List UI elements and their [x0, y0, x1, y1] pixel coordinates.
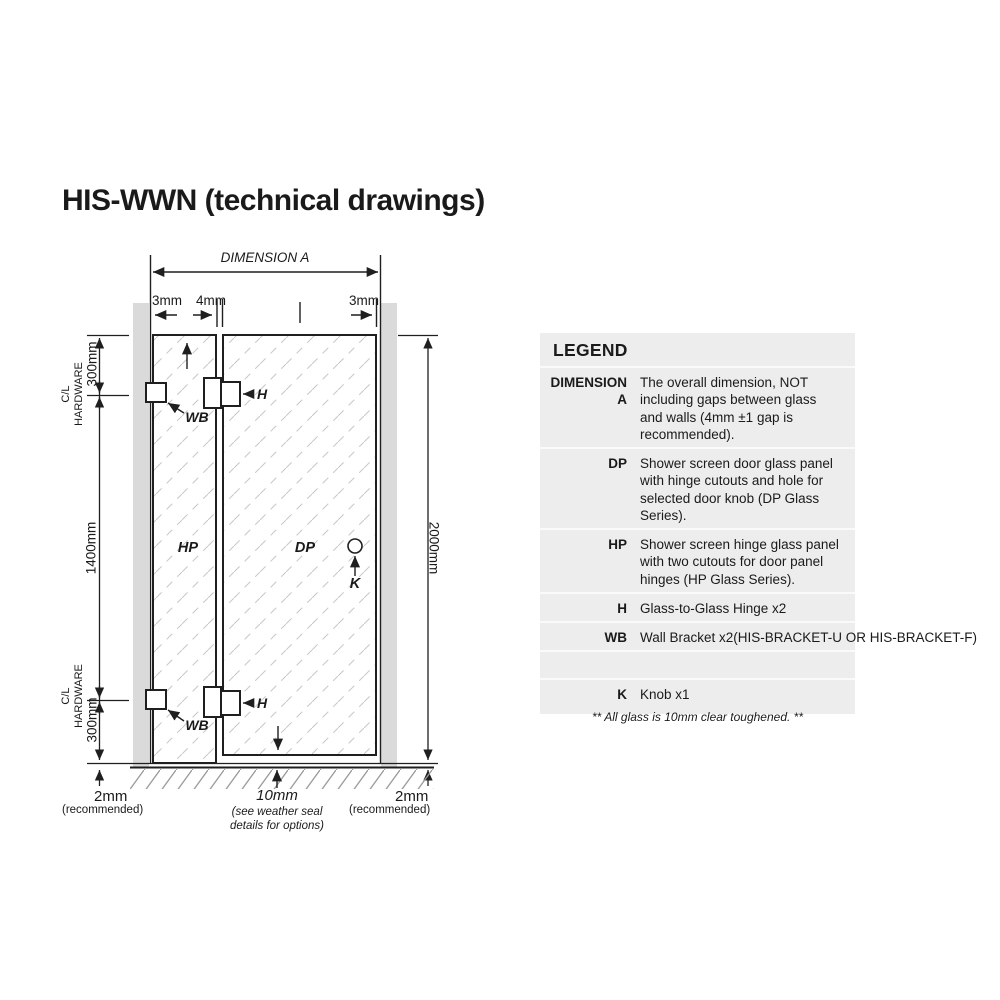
legend-row-hp — [540, 530, 855, 592]
wall-bracket-label-top: WB — [185, 409, 209, 425]
bottom-right-note: (recommended) — [349, 804, 431, 816]
page-title: HIS-WWN (technical drawings) — [62, 184, 485, 217]
top-hinge — [204, 378, 221, 408]
legend-heading: LEGEND — [553, 340, 628, 360]
legend-row-dimension-a — [540, 368, 855, 447]
legend-definition: Glass-to-Glass Hinge x2 — [640, 600, 787, 616]
dim-300mm-bottom-label: 300mm — [84, 697, 100, 743]
cl-bottom-label: C/L — [60, 687, 72, 705]
hinge-label-top: H — [256, 386, 268, 402]
bottom-wall-bracket — [146, 690, 166, 709]
hardware-bottom-label: HARDWARE — [73, 664, 85, 728]
bottom-left-value: 2mm — [94, 788, 128, 805]
knob-label: K — [349, 576, 361, 592]
legend-definition: Wall Bracket x2(HIS-BRACKET-U OR HIS-BRACKET-F) — [640, 630, 978, 646]
dim-300mm-top-label: 300mm — [84, 341, 100, 387]
dimension-a-label: DIMENSION A — [220, 250, 310, 265]
legend-term: H — [617, 600, 627, 616]
bottom-hinge — [204, 687, 221, 717]
legend-row-empty — [540, 652, 855, 678]
legend-definition: Shower screen door glass panel with hinge cutouts and hole for selected door knob (DP Glass Series). — [640, 456, 833, 523]
legend-panel — [540, 333, 978, 714]
bottom-left-note: (recommended) — [62, 804, 144, 816]
legend-definition: Shower screen hinge glass panel with two cutouts for door panel hinges (HP Glass Series). — [640, 537, 839, 587]
gap-left-label: 3mm — [152, 293, 182, 308]
gap-middle-label: 4mm — [196, 293, 226, 308]
bottom-right-value: 2mm — [395, 788, 429, 805]
legend-term: HP — [608, 537, 627, 553]
bottom-center-note: (see weather seal details for options) — [230, 806, 324, 832]
floor — [87, 764, 438, 790]
dim-2000mm-label: 2000mm — [426, 521, 442, 575]
legend-term: DP — [608, 456, 627, 472]
legend-definition: The overall dimension, NOT including gaps between glass and walls (4mm ±1 gap is recommended). — [640, 375, 817, 442]
dim-1400mm-label: 1400mm — [83, 521, 99, 575]
bottom-center-value: 10mm — [256, 787, 298, 804]
cl-top-label: C/L — [60, 385, 72, 403]
top-wall-bracket — [146, 383, 166, 402]
floor-hatching — [130, 769, 434, 789]
door-panel-label: DP — [294, 540, 316, 556]
legend-definition: Knob x1 — [640, 687, 690, 703]
hinge-panel-label: HP — [177, 540, 199, 556]
legend-row-dp — [540, 449, 855, 528]
right-wall — [381, 303, 397, 767]
gap-right-label: 3mm — [349, 293, 379, 308]
gap-dimension-lines — [155, 299, 377, 327]
hinge-label-bottom: H — [256, 695, 268, 711]
legend-term: WB — [604, 630, 627, 646]
legend-term: K — [617, 687, 627, 703]
knob-circle — [348, 539, 362, 553]
legend-row-wb — [540, 623, 978, 650]
hardware-top-label: HARDWARE — [73, 362, 85, 426]
legend-term: DIMENSION A — [550, 375, 627, 408]
legend-row-h — [540, 594, 855, 621]
top-hinge-plate — [221, 382, 240, 406]
legend-footnote: ** All glass is 10mm clear toughened. ** — [592, 710, 803, 724]
bottom-hinge-plate — [221, 691, 240, 715]
wall-bracket-label-bottom: WB — [185, 717, 209, 733]
